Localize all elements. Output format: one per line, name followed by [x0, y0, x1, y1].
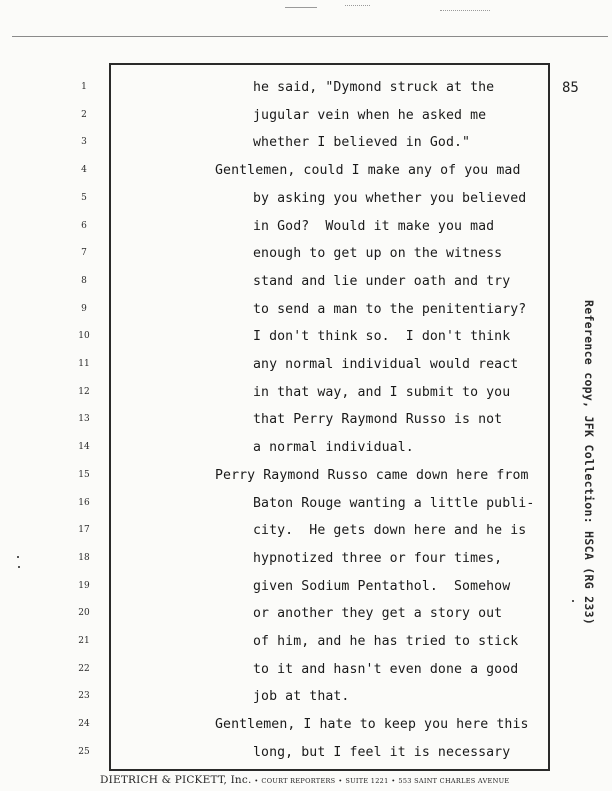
line-number: 18: [78, 552, 90, 563]
line-number: 5: [81, 192, 87, 203]
scan-mark: [285, 7, 317, 8]
line-number: 14: [78, 442, 90, 453]
transcript-line: to send a man to the penitentiary?: [253, 301, 527, 317]
line-number: 25: [78, 746, 90, 757]
transcript-line: given Sodium Pentathol. Somehow: [253, 578, 511, 594]
footer-dept: COURT REPORTERS: [261, 777, 336, 785]
line-number: 10: [78, 331, 90, 342]
transcript-line: Baton Rouge wanting a little publi-: [253, 495, 535, 511]
line-number: 11: [78, 359, 90, 369]
footer-bullet: •: [391, 777, 396, 785]
line-number: 6: [81, 220, 87, 231]
transcript-line: I don't think so. I don't think: [253, 329, 511, 345]
line-number: 15: [78, 469, 90, 480]
transcript-line: hypnotized three or four times,: [253, 550, 503, 566]
page-number: 85: [562, 80, 579, 96]
line-number: 9: [81, 303, 87, 314]
archive-reference-note: Reference copy, JFK Collection: HSCA (RG 233): [582, 300, 596, 626]
line-number: 3: [81, 137, 87, 148]
transcript-line: stand and lie under oath and try: [253, 273, 511, 289]
transcript-line: whether I believed in God.": [253, 135, 471, 151]
line-number: 23: [78, 691, 90, 702]
transcript-line: in that way, and I submit to you: [253, 384, 511, 400]
scan-speck: [18, 566, 20, 568]
transcript-line: city. He gets down here and he is: [253, 523, 527, 539]
footer-bullet: •: [338, 777, 343, 785]
line-number: 4: [81, 165, 87, 176]
transcript-line: jugular vein when he asked me: [253, 107, 487, 123]
line-number: 7: [81, 248, 87, 259]
transcript-line: that Perry Raymond Russo is not: [253, 412, 503, 428]
transcript-line: Perry Raymond Russo came down here from: [215, 467, 529, 483]
transcript-line: long, but I feel it is necessary: [253, 744, 511, 760]
footer: [100, 774, 570, 786]
transcript-line: Gentlemen, could I make any of you mad: [215, 163, 521, 179]
transcript-line: of him, and he has tried to stick: [253, 634, 519, 649]
line-number: 21: [78, 636, 90, 646]
transcript-line: or another they get a story out: [253, 606, 503, 622]
line-number: 20: [78, 608, 90, 619]
transcript-line: any normal individual would react: [253, 357, 519, 372]
line-number: 2: [81, 109, 87, 120]
line-number: 13: [78, 414, 90, 425]
transcript-line: enough to get up on the witness: [253, 246, 503, 262]
footer-address: 553 SAINT CHARLES AVENUE: [398, 777, 510, 785]
transcript-line: Gentlemen, I hate to keep you here this: [215, 717, 529, 733]
line-number: 8: [81, 275, 87, 286]
line-number: 12: [78, 386, 90, 397]
footer-firm: DIETRICH & PICKETT, Inc.: [100, 774, 252, 786]
transcript-line: job at that.: [253, 689, 350, 705]
transcript-line: he said, "Dymond struck at the: [253, 80, 495, 95]
scan-mark: [440, 10, 490, 11]
line-number: 17: [78, 525, 90, 536]
header-rule: [12, 36, 608, 37]
scan-mark: [345, 5, 370, 6]
transcript-line: in God? Would it make you mad: [253, 218, 495, 234]
footer-bullet: •: [254, 777, 259, 785]
footer-suite: SUITE 1221: [345, 777, 389, 785]
line-number: 24: [78, 719, 90, 730]
transcript-line: by asking you whether you believed: [253, 190, 527, 206]
line-number: 19: [78, 580, 90, 591]
line-number: 1: [81, 82, 87, 92]
line-number: 16: [78, 497, 90, 508]
transcript-line: to it and hasn't even done a good: [253, 661, 519, 677]
transcript-line: a normal individual.: [253, 440, 414, 456]
line-number: 22: [78, 663, 90, 674]
scan-speck: [572, 600, 574, 602]
scan-speck: [17, 556, 19, 558]
